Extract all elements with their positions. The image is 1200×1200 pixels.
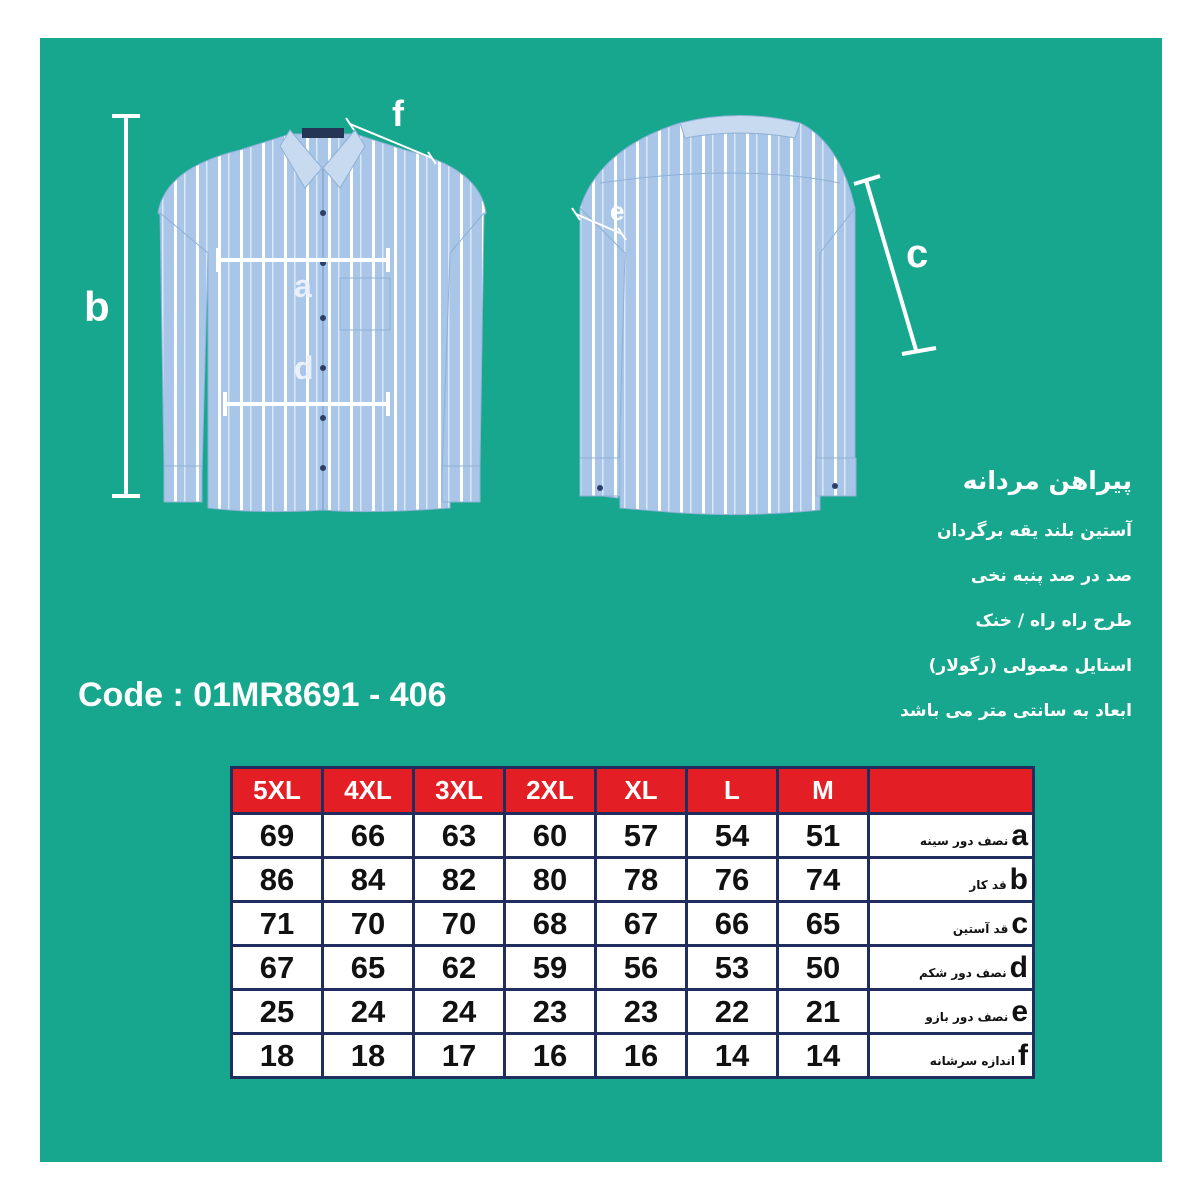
row-name: نصف دور شکم (918, 965, 1007, 980)
dimension-label-d: d (294, 350, 314, 386)
table-cell: 23 (505, 990, 596, 1034)
table-cell: 51 (778, 814, 869, 858)
table-cell: 60 (505, 814, 596, 858)
back-shirt (580, 116, 856, 515)
table-cell: 53 (687, 946, 778, 990)
table-cell: 14 (687, 1034, 778, 1078)
table-cell: 14 (778, 1034, 869, 1078)
table-cell: 22 (687, 990, 778, 1034)
product-feature-line: صد در صد پنبه نخی (970, 566, 1132, 586)
table-cell: 18 (323, 1034, 414, 1078)
row-name: قد کار (969, 877, 1007, 892)
dimension-label-f: f (392, 93, 404, 134)
table-cell: 80 (505, 858, 596, 902)
table-cell: 17 (414, 1034, 505, 1078)
size-table (230, 766, 1035, 1079)
table-cell: 70 (323, 902, 414, 946)
row-letter: b (1009, 862, 1028, 896)
product-title: پیراهن مردانه (962, 466, 1132, 495)
row-name: اندازه سرشانه (929, 1053, 1015, 1068)
table-cell: 69 (232, 814, 323, 858)
product-feature-line: آستین بلند یقه برگردان (937, 521, 1132, 541)
row-name: نصف دور سینه (919, 833, 1009, 848)
row-label (869, 946, 1034, 990)
table-row (232, 858, 1034, 902)
row-letter: e (1011, 994, 1028, 1028)
table-row (232, 946, 1034, 990)
row-letter: f (1018, 1038, 1028, 1072)
size-header-xl: XL (596, 768, 687, 814)
row-label (869, 902, 1034, 946)
table-row (232, 990, 1034, 1034)
size-header-3xl: 3XL (414, 768, 505, 814)
table-cell: 78 (596, 858, 687, 902)
row-label (869, 1034, 1034, 1078)
table-cell: 86 (232, 858, 323, 902)
front-shirt (158, 128, 486, 512)
product-code: Code : 01MR8691 - 406 (78, 676, 447, 714)
row-letter: a (1011, 818, 1028, 852)
table-cell: 50 (778, 946, 869, 990)
row-name: قد آستین (952, 921, 1009, 936)
product-description (712, 466, 1132, 734)
table-cell: 66 (687, 902, 778, 946)
table-cell: 16 (505, 1034, 596, 1078)
table-cell: 63 (414, 814, 505, 858)
table-cell: 65 (323, 946, 414, 990)
dimension-label-a: a (294, 268, 312, 304)
table-cell: 84 (323, 858, 414, 902)
table-cell: 57 (596, 814, 687, 858)
row-label (869, 858, 1034, 902)
size-header-m: M (778, 768, 869, 814)
table-cell: 59 (505, 946, 596, 990)
table-cell: 67 (596, 902, 687, 946)
product-feature-line: استایل معمولی (رگولار) (928, 656, 1132, 676)
table-cell: 56 (596, 946, 687, 990)
row-letter: c (1011, 906, 1028, 940)
table-cell: 16 (596, 1034, 687, 1078)
table-cell: 76 (687, 858, 778, 902)
size-guide-panel (40, 38, 1162, 1162)
row-letter: d (1009, 950, 1028, 984)
table-cell: 24 (323, 990, 414, 1034)
table-row (232, 902, 1034, 946)
table-cell: 18 (232, 1034, 323, 1078)
size-header-2xl: 2XL (505, 768, 596, 814)
size-header-4xl: 4XL (323, 768, 414, 814)
table-cell: 71 (232, 902, 323, 946)
table-cell: 23 (596, 990, 687, 1034)
dimension-label-e: e (610, 196, 625, 226)
table-row (232, 1034, 1034, 1078)
table-cell: 65 (778, 902, 869, 946)
table-cell: 82 (414, 858, 505, 902)
row-label (869, 990, 1034, 1034)
size-header-row (232, 768, 1034, 814)
size-header-label (869, 768, 1034, 814)
table-cell: 70 (414, 902, 505, 946)
table-cell: 24 (414, 990, 505, 1034)
row-label (869, 814, 1034, 858)
dimension-label-c: c (906, 232, 929, 276)
row-name: نصف دور بازو (925, 1009, 1009, 1024)
table-cell: 62 (414, 946, 505, 990)
dimension-label-b: b (84, 283, 110, 330)
table-cell: 68 (505, 902, 596, 946)
table-cell: 54 (687, 814, 778, 858)
product-feature-line: طرح راه راه / خنک (975, 611, 1132, 631)
table-cell: 66 (323, 814, 414, 858)
product-feature-line: ابعاد به سانتی متر می باشد (900, 701, 1132, 721)
table-cell: 74 (778, 858, 869, 902)
table-cell: 21 (778, 990, 869, 1034)
table-row (232, 814, 1034, 858)
table-cell: 67 (232, 946, 323, 990)
size-header-5xl: 5XL (232, 768, 323, 814)
size-header-l: L (687, 768, 778, 814)
table-cell: 25 (232, 990, 323, 1034)
